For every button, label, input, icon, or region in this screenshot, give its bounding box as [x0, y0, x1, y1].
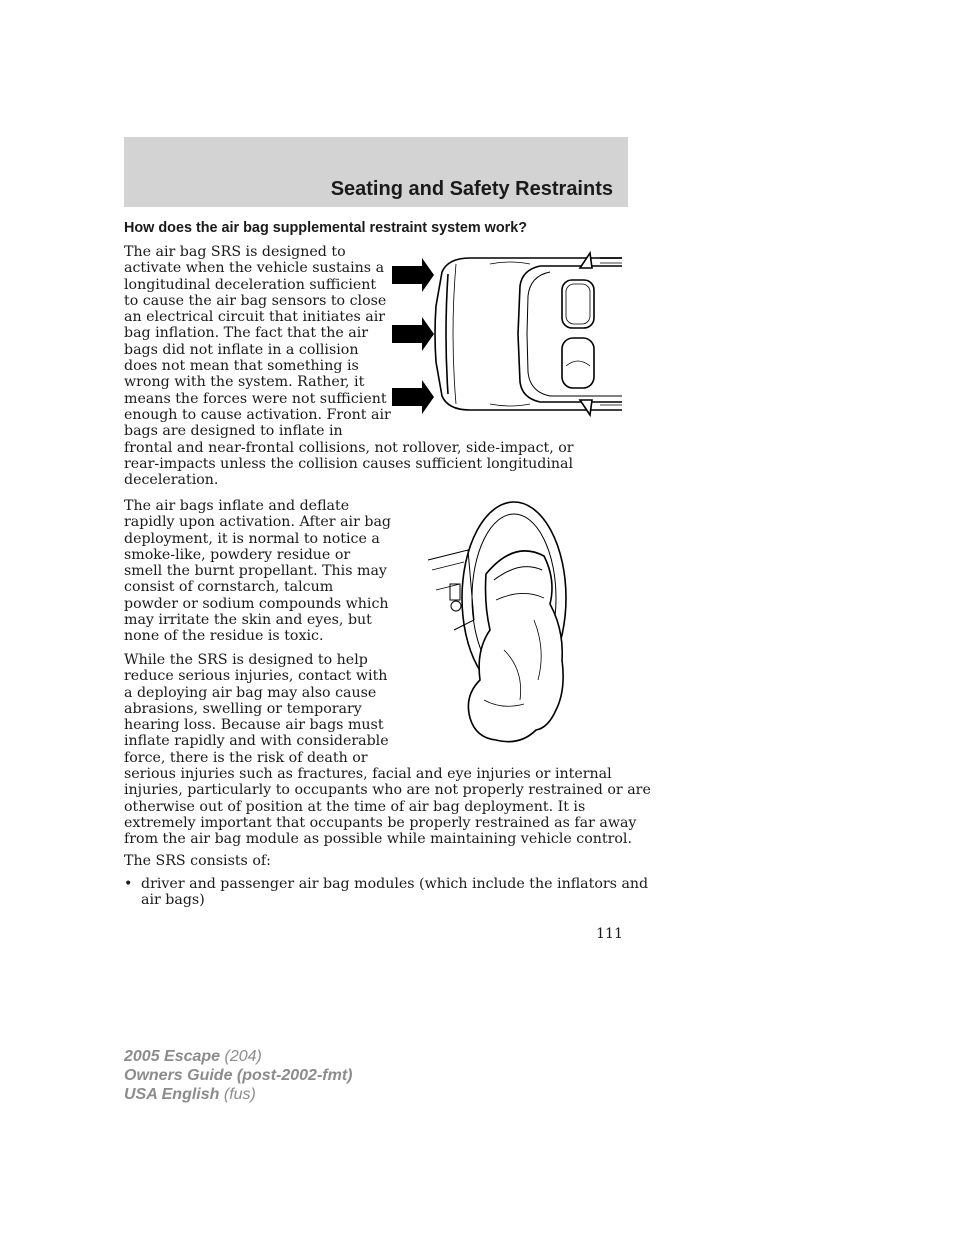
paragraph-srs-consists: The SRS consists of: — [124, 853, 271, 869]
paragraph-inflation-residue: The air bags inflate and deflate rapidly upon activation. After air bag deployment, it is normal to notice a smoke-like, powdery residue or smell the burnt propellant. This may consist of cornstarch, talcum powder or sodium compounds which may irritate the skin and eyes, but none of the residue is toxic. — [124, 498, 392, 645]
section-heading: How does the air bag supplemental restraint system work? — [124, 220, 528, 236]
header-band — [124, 137, 628, 207]
bullet-text: driver and passenger air bag modules (which include the inflators and air bags) — [141, 876, 649, 909]
bullet-icon: • — [124, 876, 133, 892]
page-title: Seating and Safety Restraints — [330, 178, 613, 200]
paragraph-injury-risk: While the SRS is designed to help reduce serious injuries, contact with a deploying air bag may also cause abrasions, swelling or temporary hearing loss. Because air bags must inflate rapidly and with considerable force, there is the risk of death or serious injuries such as fractures, facial and eye injuries or internal injuries, particularly to occupants who are not properly restrained or are otherwise out of position at the time of air bag deployment. It is extremely important that occupants be properly restrained as far away from the air bag module as possible while maintaining vehicle control. — [124, 652, 651, 848]
page-number: 111 — [596, 926, 624, 942]
document-footer: 2005 Escape (204) Owners Guide (post-2002-fmt) USA English (fus) — [124, 1048, 353, 1103]
paragraph-deceleration: The air bag SRS is designed to activate when the vehicle sustains a longitudinal deceleration sufficient to cause the air bag sensors to close an electrical circuit that initiates air bag inflation. The fact that the air bags did not inflate in a collision does not mean that something is wrong with the system. Rather, it means the forces were not sufficient enough to cause activation. Front air bags are designed to inflate in frontal and near-frontal collisions, not rollover, side-impact, or rear-impacts unless the collision causes sufficient longitudinal deceleration. — [124, 244, 574, 489]
